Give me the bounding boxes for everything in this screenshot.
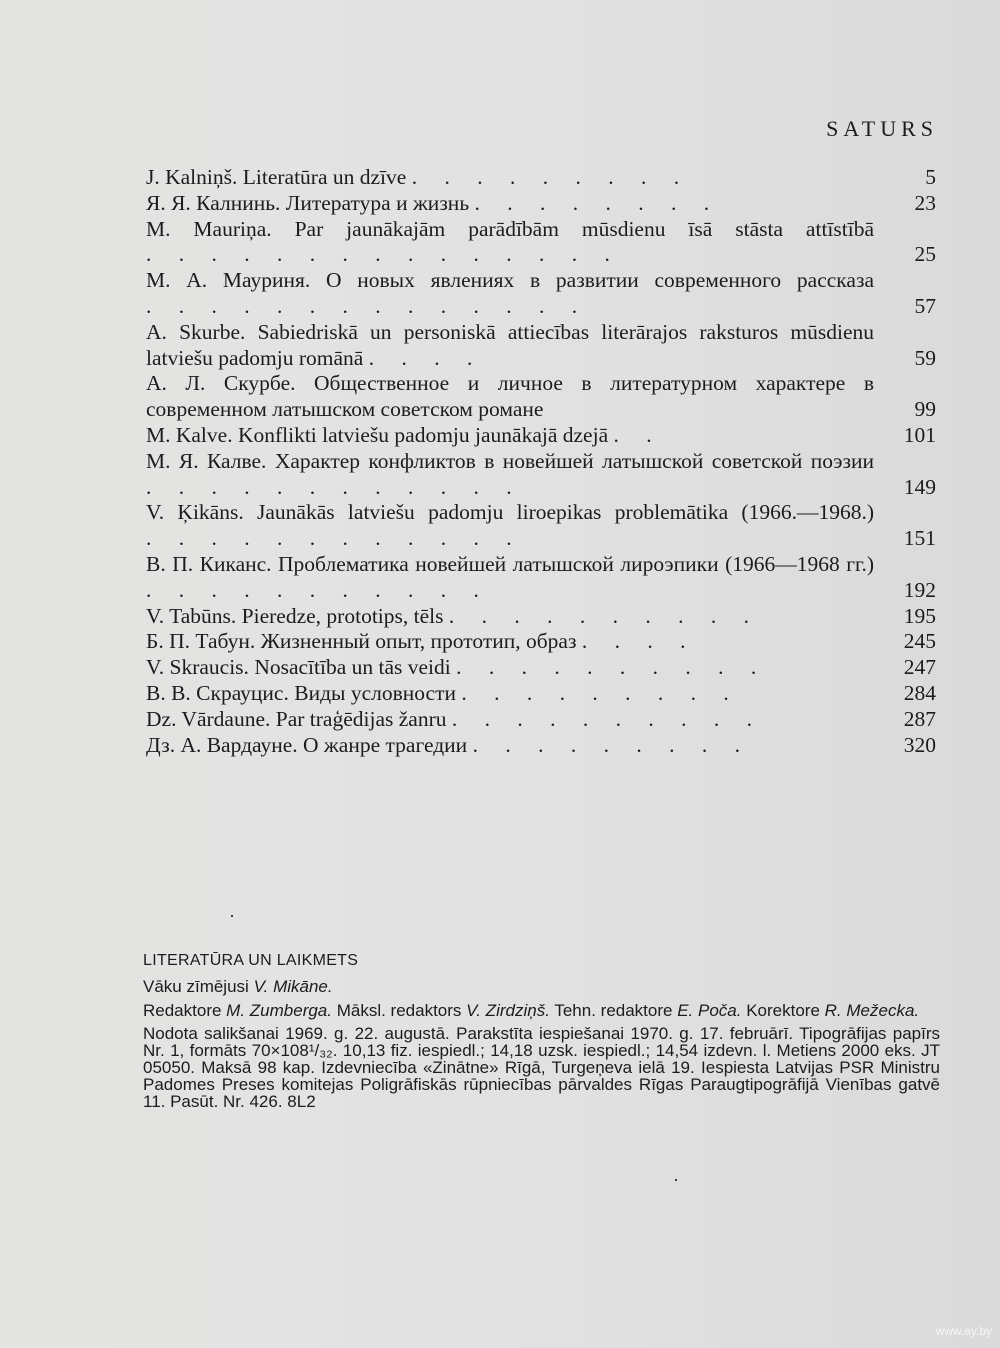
toc-entry [146,165,936,191]
stray-mark: · [229,906,235,926]
contents-heading: SATURS [826,116,938,141]
toc-leader-dots: . . . . . . . . . . [451,706,763,731]
toc-title: Jaunākās latviešu padomju liroepikas problemātika (1966.—1968.) [257,500,874,525]
toc-page-number: 284 [903,680,936,705]
toc-page-number: 23 [914,190,936,215]
toc-page-number: 99 [914,397,936,422]
toc-leader-dots: . . . . . . . . . [472,732,751,757]
toc-title: Par jaunākajām parādībām mūsdienu īsā stāsta attīstībā [294,216,875,241]
toc-page-number: 151 [903,526,936,551]
toc-page-number: 195 [903,603,936,628]
toc-author: J. Kalniņš. [146,165,238,189]
toc-page-number: 192 [903,577,936,602]
toc-entry [146,449,936,501]
toc-author: В. В. Скрауцис. [146,680,289,705]
toc-title: Проблематика новейшей латышской лироэпики (1966—1968 гг.) [278,551,874,576]
toc-author: Я. Я. Калнинь. [146,190,281,215]
toc-author: M. Kalve. [146,422,233,447]
toc-page-number: 247 [903,655,936,680]
toc-entry [146,268,936,320]
toc-leader-dots: . . . . [368,345,484,370]
toc-author: V. Tabūns. [146,603,237,628]
toc-leader-dots: . . . . . . . . [474,190,721,215]
toc-page-number: 149 [903,474,936,499]
toc-title: О новых явлениях в развитии современного рассказа [325,268,875,293]
toc-title: О жанре трагедии [303,732,468,757]
toc-author: Б. П. Табун. [146,629,256,654]
toc-title: Par traģēdijas žanru [275,706,447,731]
toc-entry [146,552,936,604]
toc-title: Konflikti latviešu padomju jaunākajā dzejā [237,422,609,447]
toc-title: Жизненный опыт, прототип, образ [260,629,577,654]
toc-author: Dz. Vārdaune. [146,706,271,731]
toc-entry [146,371,936,423]
toc-title: Literatūra un dzīve [242,165,407,189]
toc-entry [146,733,936,759]
toc-leader-dots: . . [613,422,663,447]
toc-author: A. Skurbe. [146,319,246,344]
toc-title: Nosacītība un tās veidi [254,655,451,680]
watermark: www.ay.by [935,1324,992,1338]
stray-mark: · [673,1170,679,1190]
toc-leader-dots: . . . . . . . . . . [448,603,760,628]
toc-entry [146,681,936,707]
table-of-contents [146,165,936,758]
toc-entry [146,500,936,552]
toc-entry [146,320,936,372]
toc-author: Дз. А. Вардауне. [146,732,298,757]
toc-page-number: 320 [903,732,936,757]
toc-author: М. Я. Калве. [146,448,267,473]
toc-title: Виды условности [294,680,456,705]
toc-entry [146,629,936,655]
toc-title: Общественное и личное в литературном характере в современном латышском советском романе [146,371,874,422]
toc-author: А. Л. Скурбе. [146,371,296,396]
toc-entry [146,707,936,733]
toc-leader-dots: . . . . . . . . . . . . [146,474,523,499]
toc-author: В. П. Киканс. [146,551,272,576]
colophon [143,952,940,1116]
toc-leader-dots: . . . . . . . . . . . . [146,526,523,551]
toc-page-number: 101 [903,422,936,447]
toc-page-number: 287 [903,706,936,731]
toc-page-number: 59 [914,345,936,370]
toc-title: Литература и жизнь [285,190,470,215]
toc-page-number: 5 [925,165,936,189]
toc-entry [146,655,936,681]
toc-page-number: 25 [914,242,936,267]
toc-author: V. Skraucis. [146,655,249,680]
toc-entry [146,191,936,217]
toc-entry [146,217,936,269]
toc-author: V. Ķikāns. [146,500,244,525]
toc-entry [146,423,936,449]
editors-credit: Redaktore M. Zumberga. Māksl. redaktors V. Zirdziņš. Tehn. redaktore E. Poča. Korektore R. Mežecka. [143,1001,920,1020]
toc-leader-dots: . . . . . . . . . . . [146,577,490,602]
toc-leader-dots: . . . . . . . . . [461,680,740,705]
toc-page-number: 57 [914,293,936,318]
toc-page-number: 245 [903,629,936,654]
toc-leader-dots: . . . . . . . . . . [456,655,768,680]
toc-leader-dots: . . . . . . . . . [411,165,691,189]
toc-leader-dots: . . . . [581,629,697,654]
toc-title: Характер конфликтов в новейшей латышской советской поэзии [274,448,875,473]
book-title: LITERATŪRA UN LAIKMETS [143,952,359,969]
cover-credit: Vāku zīmējusi V. Mikāne. [143,977,333,996]
toc-title: Pieredze, prototips, tēls [241,603,444,628]
toc-entry [146,604,936,630]
toc-author: M. Mauriņa. [146,216,272,241]
toc-leader-dots: . . . . . . . . . . . . . . . [146,242,621,267]
imprint-details: Nodota salikšanai 1969. g. 22. augustā. Parakstīta iespiešanai 1970. g. 17. februārī. Tipogrāfijas papīrs Nr. 1, formāts 70×108¹/₃₂. 10,13 fiz. iespiedl.; 14,18 uzsk. iespiedl.; 14,54 izdevn. l. Metiens 2000 eks. JT 05050. Maksā 98 kap. Izdevniecība «Zinātne» Rīgā, Turgeņeva ielā 19. Iespiesta Latvijas PSR Ministru Padomes Preses komitejas Poligrāfiskās rūpniecības pārvaldes Rīgas Paraugtipogrāfijā Vienības gatvē 11. Pasūt. Nr. 426. 8L2 [143,1024,940,1111]
toc-title: Sabiedriskā un personiskā attiecības literārajos raksturos mūsdienu latviešu padomju romānā [146,319,875,370]
toc-leader-dots: . . . . . . . . . . . . . . [146,293,589,318]
toc-author: М. А. Мауриня. [146,268,311,293]
